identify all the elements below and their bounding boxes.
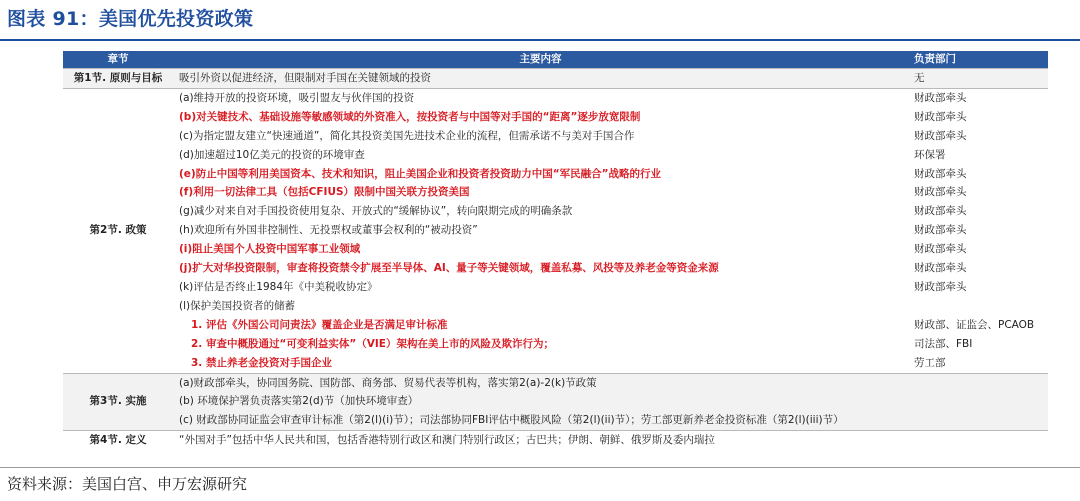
table-row [63, 240, 1048, 259]
row-chapter [63, 202, 173, 221]
table-body [63, 69, 1048, 451]
row-chapter [63, 316, 173, 335]
row-content: (i)阻止美国个人投资中国军事工业领域 [173, 240, 908, 259]
row-chapter [63, 108, 173, 127]
table-row [63, 431, 1048, 450]
row-chapter: 第1节. 原则与目标 [63, 69, 173, 89]
row-department: 财政部牵头 [908, 165, 1048, 184]
table-row [63, 127, 1048, 146]
row-content: “外国对手”包括中华人民共和国，包括香港特别行政区和澳门特别行政区；古巴共；伊朗、朝鲜、俄罗斯及委内瑞拉 [173, 431, 908, 450]
row-chapter [63, 259, 173, 278]
table-row [63, 183, 1048, 202]
row-content: (e)防止中国等利用美国资本、技术和知识，阻止美国企业和投资者投资助力中国“军民融合”战略的行业 [173, 165, 908, 184]
table-row [63, 69, 1048, 89]
row-department: 财政部牵头 [908, 240, 1048, 259]
table-row [63, 354, 1048, 373]
source-divider [0, 467, 1080, 468]
row-department: 财政部牵头 [908, 183, 1048, 202]
table-row [63, 108, 1048, 127]
table-row [63, 278, 1048, 297]
row-chapter [63, 297, 173, 316]
table-row [63, 88, 1048, 107]
row-chapter [63, 354, 173, 373]
table-row [63, 373, 1048, 392]
row-content: (h)欢迎所有外国非控制性、无投票权或董事会权利的“被动投资” [173, 221, 908, 240]
row-content: (g)减少对来自对手国投资使用复杂、开放式的“缓解协议”，转向限期完成的明确条款 [173, 202, 908, 221]
row-department [908, 411, 1048, 430]
table-row [63, 335, 1048, 354]
row-department: 财政部、证监会、PCAOB [908, 316, 1048, 335]
row-chapter [63, 373, 173, 392]
row-department: 无 [908, 69, 1048, 89]
row-chapter [63, 165, 173, 184]
row-department: 财政部牵头 [908, 108, 1048, 127]
header-content: 主要内容 [173, 51, 908, 69]
table-row [63, 259, 1048, 278]
source-note: 资料来源：美国白宫、申万宏源研究 [7, 475, 248, 493]
table-row [63, 221, 1048, 240]
row-department [908, 373, 1048, 392]
row-chapter [63, 278, 173, 297]
row-content: 吸引外资以促进经济，但限制对手国在关键领域的投资 [173, 69, 908, 89]
row-content: 1. 评估《外国公司问责法》覆盖企业是否满足审计标准 [173, 316, 908, 335]
row-content: (a)维持开放的投资环境，吸引盟友与伙伴国的投资 [173, 88, 908, 107]
row-content: (a)财政部牵头，协同国务院、国防部、商务部、贸易代表等机构，落实第2(a)-2(k)节政策 [173, 373, 908, 392]
table-row [63, 202, 1048, 221]
row-chapter [63, 88, 173, 107]
table-row [63, 297, 1048, 316]
header-chapter: 章节 [63, 51, 173, 69]
row-chapter [63, 146, 173, 165]
row-department [908, 297, 1048, 316]
row-content: (b) 环境保护署负责落实第2(d)节（加快环境审查） [173, 392, 908, 411]
row-chapter [63, 240, 173, 259]
row-chapter [63, 335, 173, 354]
table-row [63, 165, 1048, 184]
row-content: (f)利用一切法律工具（包括CFIUS）限制中国关联方投资美国 [173, 183, 908, 202]
table-header-row [63, 51, 1048, 69]
row-department: 司法部、FBI [908, 335, 1048, 354]
table-row [63, 146, 1048, 165]
row-department: 财政部牵头 [908, 202, 1048, 221]
row-department: 财政部牵头 [908, 127, 1048, 146]
row-content: (d)加速超过10亿美元的投资的环境审查 [173, 146, 908, 165]
row-chapter: 第4节. 定义 [63, 431, 173, 450]
row-department [908, 392, 1048, 411]
row-chapter: 第3节. 实施 [63, 392, 173, 411]
row-department: 劳工部 [908, 354, 1048, 373]
policy-table [63, 51, 1048, 450]
row-department: 财政部牵头 [908, 259, 1048, 278]
row-content: 3. 禁止养老金投资对手国企业 [173, 354, 908, 373]
row-content: (c)为指定盟友建立“快速通道”，简化其投资美国先进技术企业的流程，但需承诺不与美对手国合作 [173, 127, 908, 146]
row-content: (b)对关键技术、基础设施等敏感领域的外资准入，按投资者与中国等对手国的“距离”逐步放宽限制 [173, 108, 908, 127]
row-chapter [63, 183, 173, 202]
row-chapter [63, 127, 173, 146]
row-department: 环保署 [908, 146, 1048, 165]
figure-title: 图表 91：美国优先投资政策 [7, 8, 254, 30]
row-chapter [63, 411, 173, 430]
row-department: 财政部牵头 [908, 88, 1048, 107]
row-content: (l)保护美国投资者的储蓄 [173, 297, 908, 316]
table-row [63, 411, 1048, 430]
row-content: (j)扩大对华投资限制，审查将投资禁令扩展至半导体、AI、量子等关键领域，覆盖私募、风投等及养老金等资金来源 [173, 259, 908, 278]
table-row [63, 392, 1048, 411]
row-department: 财政部牵头 [908, 278, 1048, 297]
row-chapter: 第2节. 政策 [63, 221, 173, 240]
table-row [63, 316, 1048, 335]
row-content: 2. 审查中概股通过“可变利益实体”（VIE）架构在美上市的风险及欺诈行为； [173, 335, 908, 354]
row-department [908, 431, 1048, 450]
title-divider [0, 39, 1080, 41]
row-department: 财政部牵头 [908, 221, 1048, 240]
row-content: (k)评估是否终止1984年《中美税收协定》 [173, 278, 908, 297]
header-department: 负责部门 [908, 51, 1048, 69]
row-content: (c) 财政部协同证监会审查审计标准（第2(l)(i)节）；司法部协同FBI评估中概股风险（第2(l)(ii)节）；劳工部更新养老金投资标准（第2(l)(iii)节） [173, 411, 908, 430]
